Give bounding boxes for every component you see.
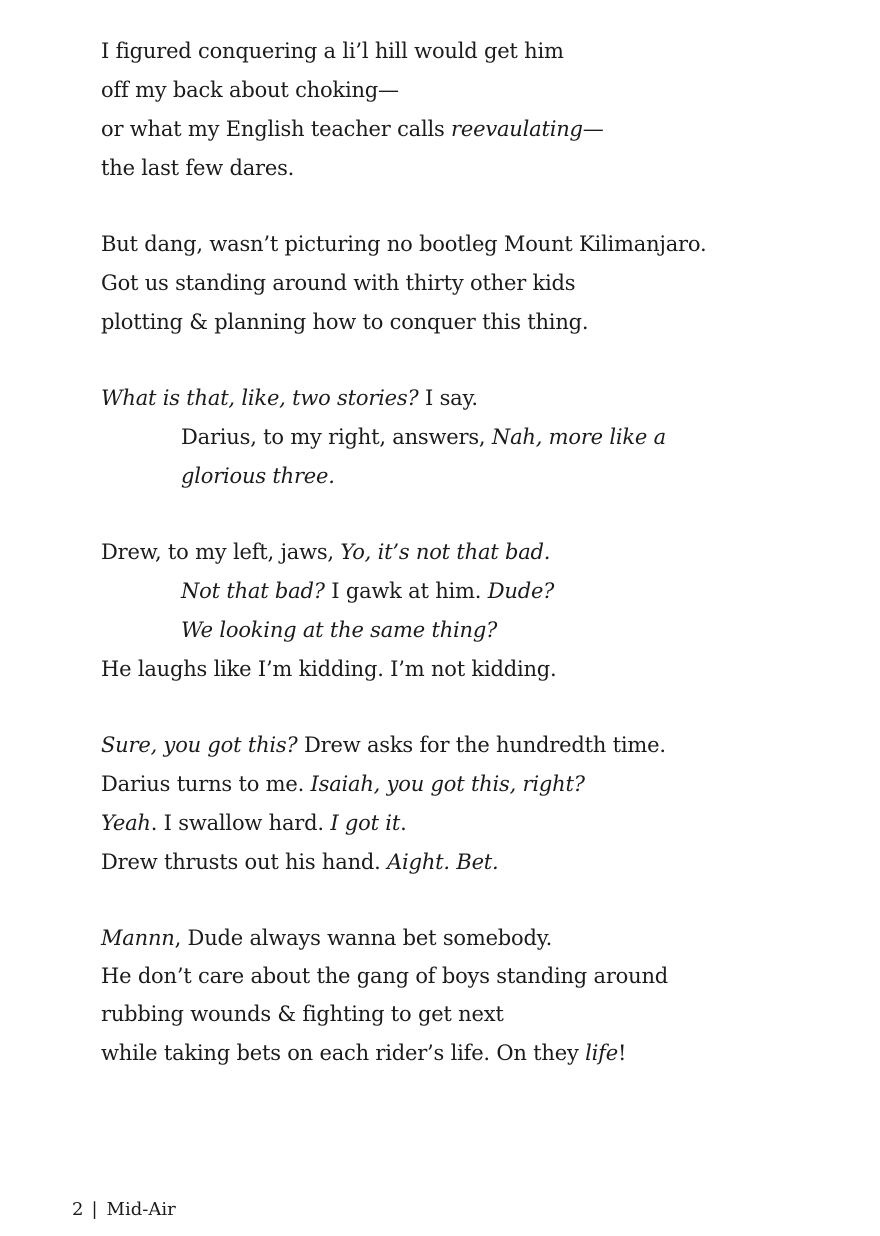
footer-separator: | [91,1199,98,1220]
line-text: while taking bets on each rider’s life. On they [101,1041,586,1065]
line-text: , Dude always wanna bet somebody. [174,926,553,950]
line-text: I gawk at him. [324,579,488,603]
poem-line [101,1040,626,1066]
page-number: 2 [72,1199,84,1220]
line-text: But dang, wasn’t picturing no bootleg Mount Kilimanjaro. [101,232,707,256]
italic-text: We looking at the same thing? [181,618,498,642]
poem-line-indented [181,617,497,643]
line-text: the last few dares. [101,156,295,180]
line-text: . [400,811,407,835]
poem-line [101,270,575,296]
line-text: He laughs like I’m kidding. I’m not kidding. [101,657,557,681]
italic-text: Yo, it’s not that bad. [340,540,551,564]
italic-text: Dude? [487,579,555,603]
line-text: Got us standing around with thirty other kids [101,271,576,295]
italic-text: glorious three. [181,464,335,488]
poem-line [101,38,564,64]
poem-line [101,732,666,758]
italic-text: life [585,1041,618,1065]
italic-text: Yeah [101,811,151,835]
line-text: Drew, to my left, jaws, [101,540,341,564]
poem-line [101,116,604,142]
poem-line [101,77,399,103]
line-text: rubbing wounds & fighting to get next [101,1002,504,1026]
line-text: I figured conquering a li’l hill would get him [101,39,564,63]
running-title: Mid-Air [106,1199,176,1220]
line-text: off my back about choking— [101,78,399,102]
line-text: ! [617,1041,627,1065]
poem-line [101,925,552,951]
poem-line [101,656,557,682]
line-text: . I swallow hard. [150,811,331,835]
italic-text: Mannn [101,926,175,950]
italic-text: I got it [330,811,401,835]
line-text: Drew thrusts out his hand. [101,850,388,874]
poem-line [101,849,499,875]
page-footer [72,1198,176,1222]
poem-line [101,231,706,257]
poem-line [101,155,294,181]
italic-text: Aight. Bet. [387,850,499,874]
poem-line [101,810,407,836]
line-text: Drew asks for the hundredth time. [297,733,666,757]
poem-line [101,539,550,565]
line-text: Darius turns to me. [101,772,311,796]
line-text: I say. [418,386,478,410]
poem-line [101,771,585,797]
italic-text: Isaiah, you got this, right? [310,772,585,796]
poem-line [101,309,588,335]
italic-text: Nah, more like a [491,425,666,449]
italic-text: Not that bad? [181,579,325,603]
italic-text: What is that, like, two stories? [101,386,419,410]
line-text: He don’t care about the gang of boys standing around [101,964,669,988]
italic-text: reevaulating [451,117,583,141]
poem-line [101,963,668,989]
line-text: Darius, to my right, answers, [181,425,492,449]
line-text: or what my English teacher calls [101,117,452,141]
poem-line [101,385,478,411]
poem-line-indented [181,424,666,450]
poem-line-indented [181,463,335,489]
italic-text: Sure, you got this? [101,733,298,757]
line-text: — [582,117,604,141]
poem-line-indented [181,578,554,604]
line-text: plotting & planning how to conquer this thing. [101,310,589,334]
poem-line [101,1001,504,1027]
